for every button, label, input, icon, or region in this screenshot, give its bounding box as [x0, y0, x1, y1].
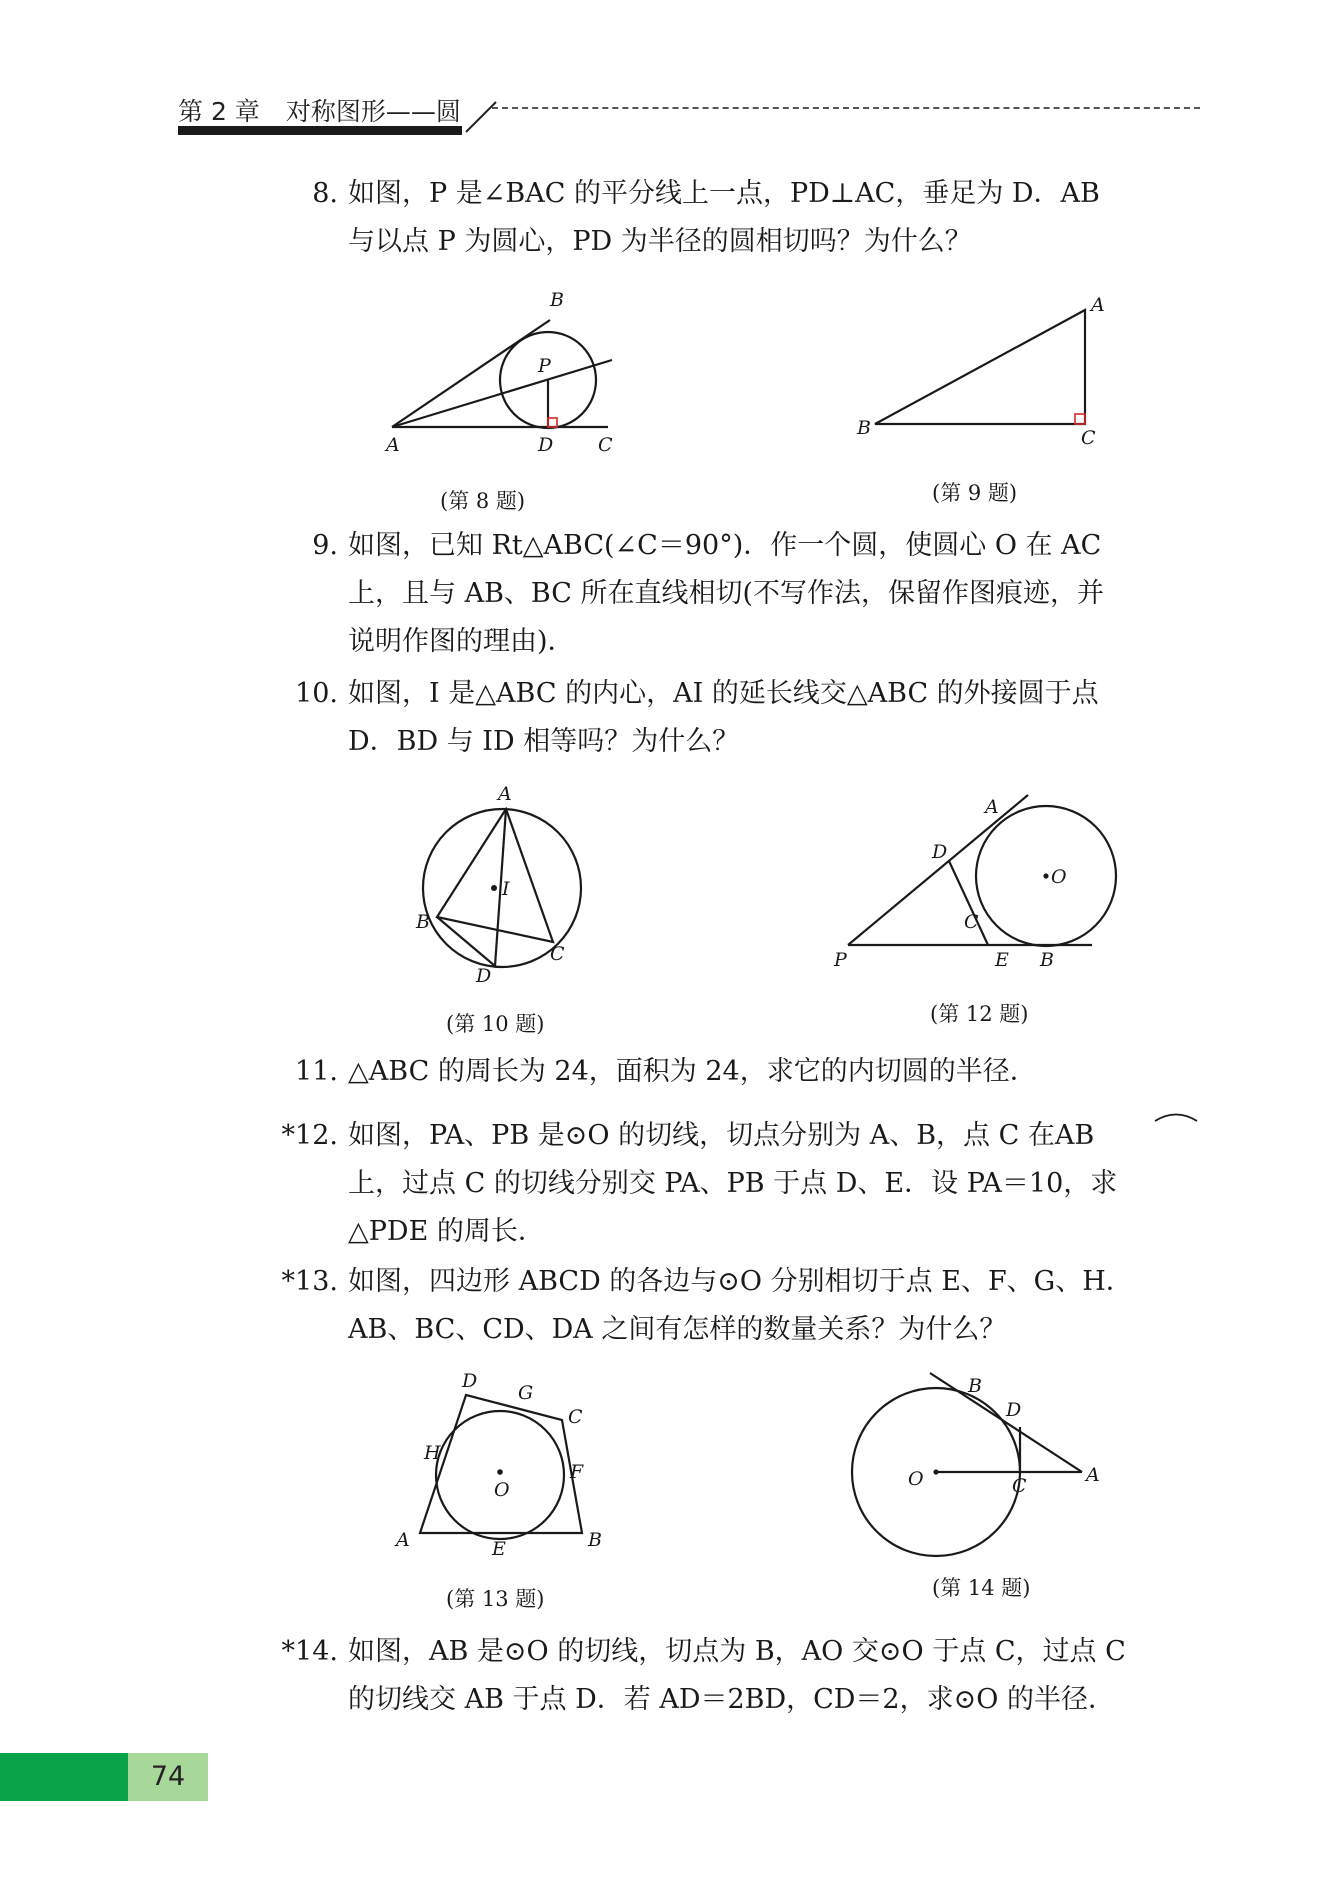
problem-text-line: 如图，AB 是⊙O 的切线，切点为 B，AO 交⊙O 于点 C，过点 C: [348, 1636, 1126, 1667]
problem-text-line: 如图，P 是∠BAC 的平分线上一点，PD⊥AC，垂足为 D．AB: [348, 178, 1100, 209]
label-p: P: [538, 355, 551, 377]
label-c: C: [568, 1406, 583, 1428]
figure-9-caption: (第 9 题): [932, 481, 1018, 505]
problem-number: 11.: [295, 1056, 338, 1087]
problem-text-line: 上，且与 AB、BC 所在直线相切(不写作法，保留作图痕迹，并: [348, 578, 1105, 609]
center-point: [497, 1469, 503, 1475]
header-dashed-rule: [492, 107, 1200, 109]
tangent-pa: [848, 795, 1028, 945]
problem-text-line: 如图，四边形 ABCD 的各边与⊙O 分别相切于点 E、F、G、H．: [348, 1266, 1133, 1297]
problem-number: 9.: [312, 530, 338, 561]
arc-ab-mark: [1152, 1108, 1200, 1124]
label-f: F: [570, 1461, 584, 1483]
problem-14: [281, 1628, 1126, 1724]
figure-8-diagram: [370, 280, 640, 460]
label-b: B: [1040, 949, 1054, 971]
problem-text-line: 如图，PA、PB 是⊙O 的切线，切点分别为 A、B，点 C 在AB: [348, 1120, 1095, 1151]
problem-text-line: D．BD 与 ID 相等吗？为什么？: [348, 726, 740, 757]
label-o: O: [1051, 866, 1067, 888]
header-underline-bar: [178, 126, 462, 135]
page-number: 74: [128, 1753, 208, 1801]
label-b: B: [416, 911, 430, 933]
label-i: I: [502, 878, 510, 900]
label-b: B: [857, 417, 871, 439]
label-c: C: [1012, 1475, 1027, 1497]
problem-number: *12.: [281, 1120, 338, 1151]
figure-13-diagram: [390, 1365, 620, 1565]
label-d: D: [932, 841, 948, 863]
problem-text-line: 与以点 P 为圆心，PD 为半径的圆相切吗？为什么？: [348, 226, 972, 257]
problem-text-line: 说明作图的理由)．: [348, 626, 575, 657]
figure-14-diagram: [840, 1365, 1130, 1555]
label-h: H: [424, 1442, 441, 1464]
label-c: C: [1081, 427, 1096, 449]
label-p: P: [834, 949, 847, 971]
incircle-o: [436, 1411, 564, 1539]
problem-12: [281, 1112, 1118, 1256]
label-a: A: [1091, 294, 1105, 316]
problem-13: [281, 1258, 1133, 1354]
label-b: B: [550, 289, 564, 311]
problem-number: *13.: [281, 1266, 338, 1297]
figure-10-caption: (第 10 题): [446, 1012, 545, 1036]
label-g: G: [518, 1382, 534, 1404]
problem-text-line: AB、BC、CD、DA 之间有怎样的数量关系？为什么？: [348, 1314, 1007, 1345]
label-e: E: [995, 949, 1009, 971]
label-a: A: [985, 796, 999, 818]
problem-text-line: 上，过点 C 的切线分别交 PA、PB 于点 D、E．设 PA＝10，求: [348, 1168, 1118, 1199]
problem-number: 8.: [312, 178, 338, 209]
label-d: D: [538, 434, 554, 456]
problem-10: [295, 670, 1099, 766]
center-point: [1043, 873, 1048, 878]
problem-text-line: 的切线交 AB 于点 D．若 AD＝2BD，CD＝2，求⊙O 的半径．: [348, 1684, 1115, 1715]
label-e: E: [492, 1538, 506, 1560]
footer-green-block: [0, 1753, 128, 1801]
label-c: C: [550, 943, 565, 965]
figure-12-diagram: [830, 790, 1130, 980]
label-c: C: [964, 911, 979, 933]
triangle-abc: [875, 310, 1085, 424]
label-a: A: [498, 783, 512, 805]
problem-text-line: △PDE 的周长．: [348, 1216, 545, 1247]
label-c: C: [598, 434, 613, 456]
right-angle-mark: [548, 418, 557, 427]
label-a: A: [386, 434, 400, 456]
label-d: D: [476, 965, 492, 987]
center-point: [933, 1469, 938, 1474]
problem-text-line: 如图，I 是△ABC 的内心，AI 的延长线交△ABC 的外接圆于点: [348, 678, 1099, 709]
incenter-point: [491, 885, 497, 891]
problem-8: [312, 170, 1100, 266]
figure-14-caption: (第 14 题): [932, 1576, 1031, 1600]
label-a: A: [1086, 1464, 1100, 1486]
problem-9: [312, 522, 1105, 666]
label-d: D: [1006, 1399, 1022, 1421]
label-a: A: [396, 1529, 410, 1551]
problem-number: 10.: [295, 678, 338, 709]
header-slash: [462, 98, 502, 136]
chapter-number: 第 2 章: [178, 97, 260, 126]
label-d: D: [462, 1370, 478, 1392]
label-b: B: [968, 1375, 982, 1397]
figure-13-caption: (第 13 题): [446, 1587, 545, 1611]
figure-8-caption: (第 8 题): [440, 489, 526, 513]
figure-12-caption: (第 12 题): [930, 1002, 1029, 1026]
problem-11: [295, 1048, 1037, 1096]
chapter-title: 对称图形——圆: [285, 97, 461, 126]
label-o: O: [494, 1479, 510, 1501]
tangent-ab: [930, 1373, 1082, 1472]
label-o: O: [908, 1468, 924, 1490]
problem-number: *14.: [281, 1636, 338, 1667]
label-b: B: [588, 1529, 602, 1551]
figure-10-diagram: [410, 780, 600, 990]
problem-text-line: △ABC 的周长为 24，面积为 24，求它的内切圆的半径．: [348, 1056, 1037, 1087]
right-angle-mark: [1075, 414, 1085, 424]
figure-9-diagram: [845, 290, 1115, 450]
triangle-abc: [437, 809, 553, 942]
problem-text-line: 如图，已知 Rt△ABC(∠C＝90°)．作一个圆，使圆心 O 在 AC: [348, 530, 1102, 561]
chapter-header: [178, 92, 461, 128]
quadrilateral-abcd: [420, 1395, 582, 1533]
